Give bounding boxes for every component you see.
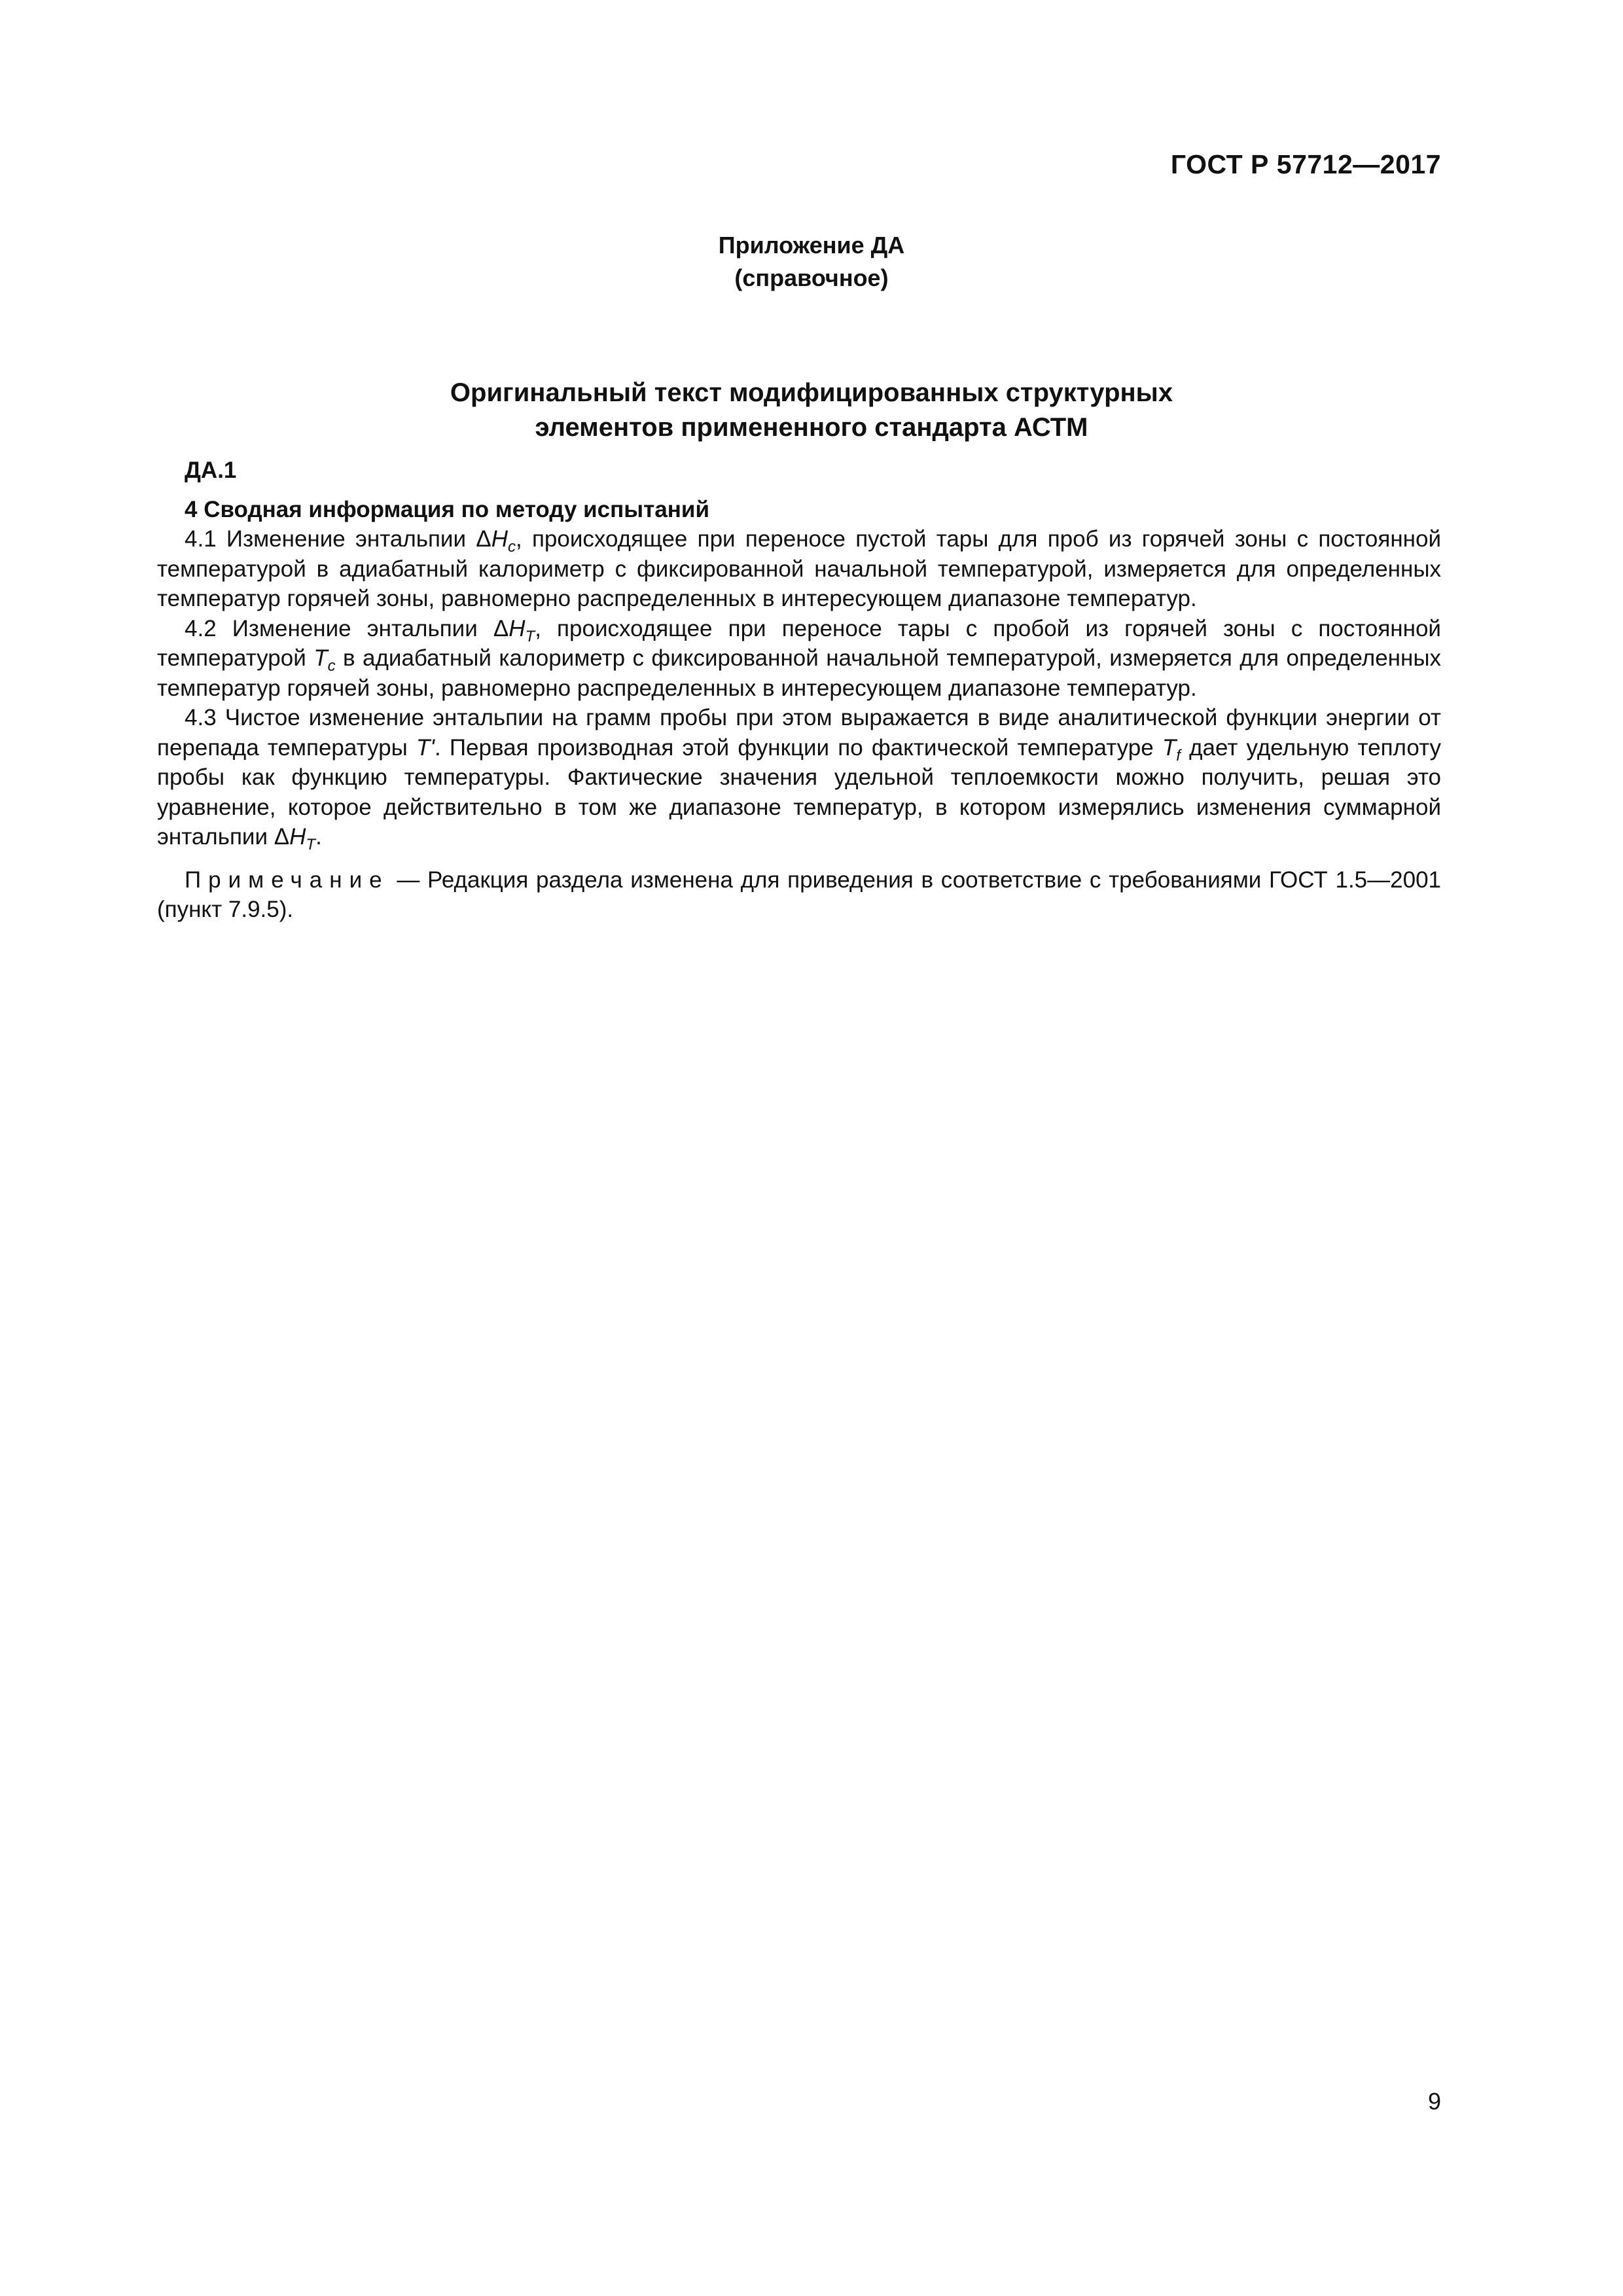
temperature-symbol: T: [1162, 734, 1177, 761]
enthalpy-symbol: H: [491, 526, 508, 552]
paragraph-text: . Первая производная этой функции по фактической температуре: [434, 734, 1162, 761]
paragraph-text: , происходящее при переносе тары с пробой из горячей зоны с постоянной температурой: [157, 615, 1441, 671]
paragraph-text: в адиабатный калориметр с фиксированной начальной температурой, измеряется для определенных температур горячей зоны, равномерно распределенных в интересующем диапазоне температур.: [157, 645, 1441, 701]
paragraph-text: 4.1 Изменение энтальпии: [185, 526, 476, 552]
enthalpy-symbol: H: [508, 615, 526, 641]
paragraph-4-1: [157, 524, 1441, 614]
enthalpy-symbol: H: [289, 824, 306, 850]
temperature-symbol: T: [313, 645, 328, 671]
paragraph-4-2: [157, 614, 1441, 704]
annex-heading-line-2: элементов примененного стандарта АСТМ: [535, 413, 1088, 442]
annex-heading-line-1: Оригинальный текст модифицированных структурных: [450, 378, 1173, 407]
note-label: Примечание: [185, 867, 389, 893]
delta-symbol: Δ: [274, 824, 290, 850]
subscript: T: [525, 627, 535, 645]
delta-symbol: Δ: [476, 526, 491, 552]
subscript: c: [507, 538, 516, 556]
delta-symbol: Δ: [493, 615, 509, 641]
appendix-title: Приложение ДА: [718, 232, 905, 259]
subscript: f: [1176, 746, 1181, 764]
appendix-type: (справочное): [734, 264, 889, 291]
note-text: — Редакция раздела изменена для приведения в соответствие с требованиями ГОСТ 1.5—2001 (пункт 7.9.5).: [157, 867, 1441, 922]
paragraph-text: , происходящее при переносе пустой тары для проб из горячей зоны с постоянной температурой в адиабатный калориметр с фиксированной начальной температурой, измеряется для определенных температур горячей зоны, равномерно распределенных в интересующем диапазоне температур.: [157, 526, 1441, 611]
document-number: ГОСТ Р 57712—2017: [1170, 149, 1441, 179]
note: [157, 865, 1441, 925]
paragraph-text: 4.3 Чистое изменение энтальпии на грамм пробы при этом выражается в виде аналитической функции энергии от перепада температуры: [157, 705, 1441, 761]
paragraph-text: .: [315, 824, 322, 850]
section-heading: 4 Сводная информация по методу испытаний: [185, 496, 709, 522]
section-label: ДА.1: [185, 457, 237, 483]
paragraph-text: 4.2 Изменение энтальпии: [185, 615, 493, 641]
page-number: 9: [1427, 2088, 1441, 2115]
annex-heading: [0, 376, 1623, 445]
document-body: [157, 456, 1441, 925]
subscript: T: [306, 836, 316, 853]
appendix-header: [0, 229, 1623, 295]
paragraph-text: дает удельную теплоту пробы как функцию температуры. Фактические значения удельной теплоемкости можно получить, решая это уравнение, которое действительно в том же диапазоне температур, в котором измерялись изменения суммарной энтальпии: [157, 734, 1441, 850]
paragraph-4-3: [157, 703, 1441, 852]
subscript: c: [327, 657, 336, 675]
temperature-symbol: T': [416, 734, 435, 761]
